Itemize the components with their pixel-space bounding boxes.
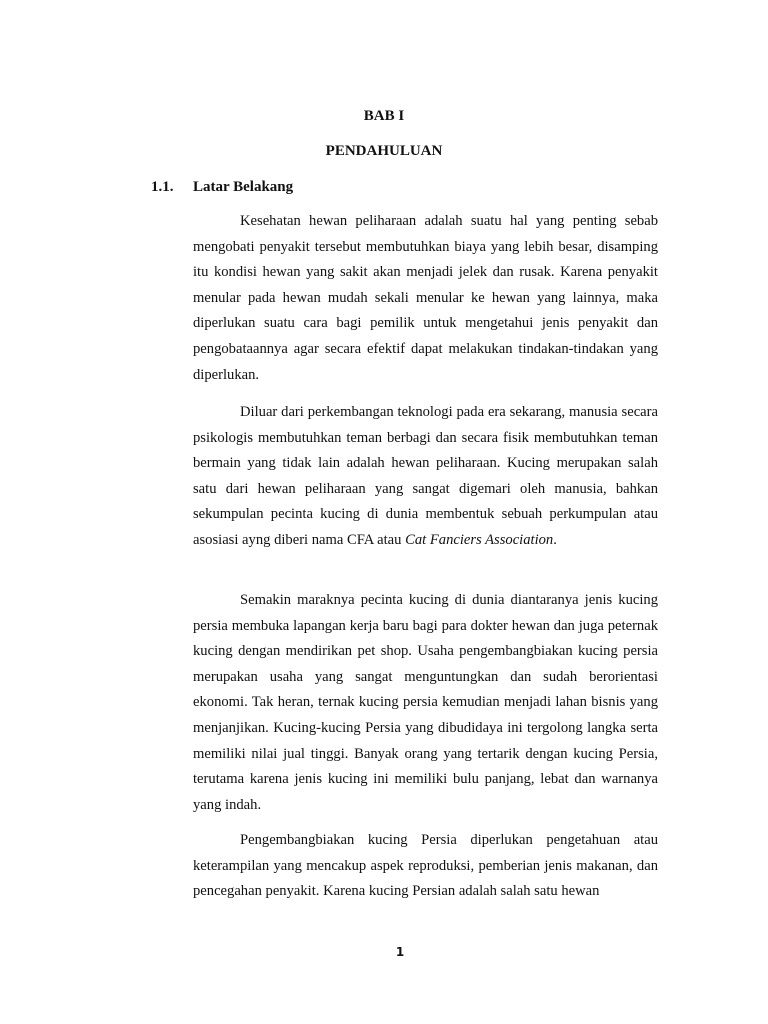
section-heading <box>151 178 293 196</box>
page-number: 1 <box>395 945 405 959</box>
paragraph-4: Pengembangbiakan kucing Persia diperlukan pengetahuan atau keterampilan yang mencakup aspek reproduksi, pemberian jenis makanan, dan pencegahan penyakit. Karena kucing Persian adalah salah satu hewan <box>193 832 658 900</box>
paragraph-1: Kesehatan hewan peliharaan adalah suatu hal yang penting sebab mengobati penyakit tersebut membutuhkan biaya yang lebih besar, disamping itu kondisi hewan yang sakit akan menjadi jelek dan rusak. Karena penyakit menular pada hewan mudah sekali menular ke hewan yang lainnya, maka diperlukan suatu cara bagi pemilik untuk mengetahui jenis penyakit dan pengobataannya agar secara efektif dapat melakukan tindakan-tindakan yang diperlukan. <box>193 213 658 383</box>
paragraph-3: Semakin maraknya pecinta kucing di dunia diantaranya jenis kucing persia membuka lapangan kerja baru bagi para dokter hewan dan juga peternak kucing dengan mendirikan pet shop. Usaha pengembangbiakan kucing persia merupakan usaha yang sangat menguntungkan dan sudah berorientasi ekonomi. Tak heran, ternak kucing persia kemudian menjadi lahan bisnis yang menjanjikan. Kucing-kucing Persia yang dibudidaya ini tergolong langka serta memiliki nilai jual tinggi. Banyak orang yang tertarik dengan kucing Persia, terutama karena jenis kucing ini memiliki bulu panjang, lebat dan warnanya yang indah. <box>193 592 658 813</box>
chapter-title: BAB I <box>363 108 405 124</box>
paragraph-2-italic: Cat Fanciers Association <box>405 531 554 548</box>
section-number: 1.1. <box>151 179 174 195</box>
section-title: Latar Belakang <box>193 179 294 195</box>
paragraph-2 <box>193 400 658 554</box>
paragraph-2-end: . <box>553 531 557 548</box>
paragraph-2-text: Diluar dari perkembangan teknologi pada era sekarang, manusia secara psikologis membutuhkan teman berbagi dan secara fisik membutuhkan teman bermain yang tidak lain adalah hewan peliharaan. Kucing merupakan salah satu dari hewan peliharaan yang sangat digemari oleh manusia, bahkan sekumpulan pecinta kucing di dunia membentuk sebuah perkumpulan atau asosiasi ayng diberi nama CFA atau <box>193 404 658 548</box>
chapter-heading: PENDAHULUAN <box>325 143 443 159</box>
